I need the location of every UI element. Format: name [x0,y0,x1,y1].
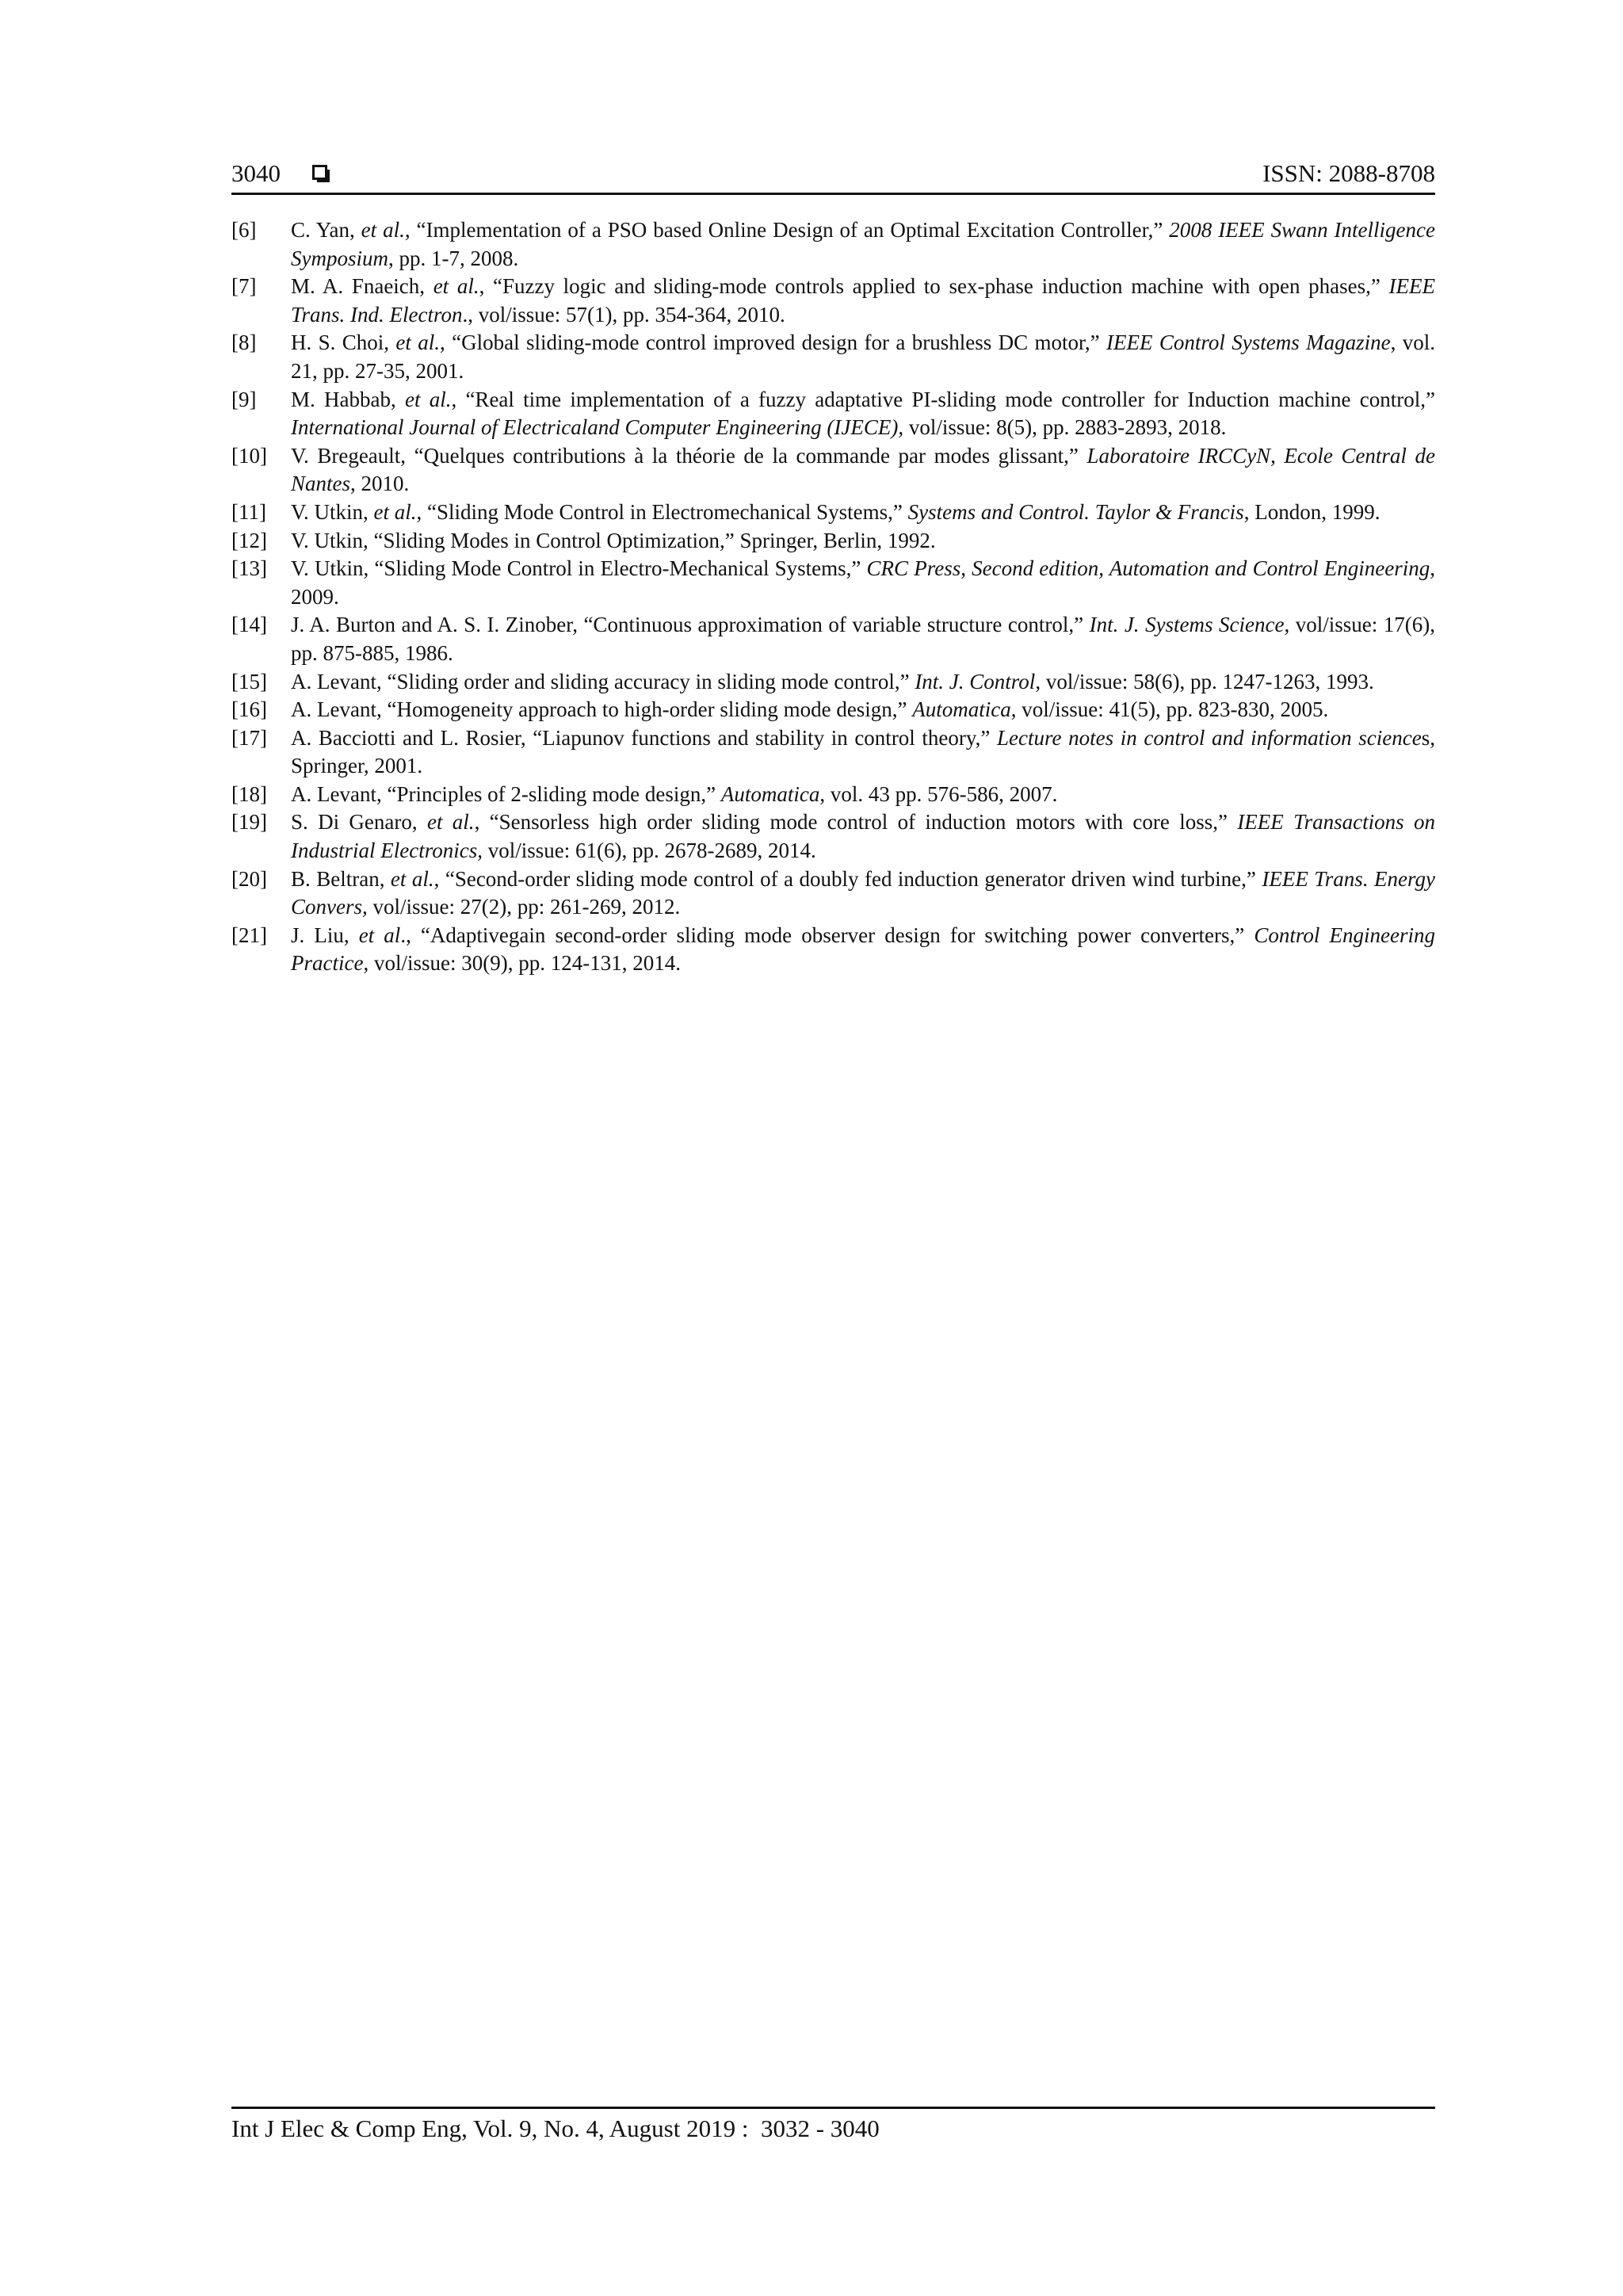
reference-italic-segment: Int. J. Systems Science [1089,613,1285,637]
reference-segment: V. Bregeault, “Quelques contributions à la théorie de la commande par modes glissant,” [291,443,1087,468]
page-number: 3040 [231,159,281,187]
reference-italic-segment: IEEE Control Systems Magazine [1106,330,1391,355]
reference-italic-segment: et al [358,923,401,947]
reference-segment: A. Levant, “Sliding order and sliding accuracy in sliding mode control,” [291,669,915,693]
reference-label: [21] [231,923,267,947]
reference-segment: , vol/issue: 17(6), pp. 875-885, 1986. [291,613,1435,665]
reference-segment: , “Sensorless high order sliding mode control of induction motors with core loss,” [474,810,1238,835]
reference-text [291,555,1435,611]
reference-segment: , pp. 1-7, 2008. [388,246,519,270]
reference-label: [12] [231,528,267,552]
reference-italic-segment: IEEE Trans. Ind. Electron [291,274,1435,327]
reference-segment: V. Utkin, [291,499,374,524]
reference-segment: , “Sliding Mode Control in Electromechanical Systems,” [416,499,908,524]
reference-segment: , vol/issue: 58(6), pp. 1247-1263, 1993. [1035,669,1374,693]
reference-item [231,527,1435,556]
reference-italic-segment: Control Engineering Practice [291,923,1435,976]
reference-italic-segment: et al. [361,218,405,242]
reference-text [291,442,1435,499]
reference-label: [17] [231,725,267,750]
reference-segment: ., vol/issue: 57(1), pp. 354-364, 2010. [462,302,785,327]
reference-segment: V. Utkin, “Sliding Mode Control in Electro-Mechanical Systems,” [291,556,867,581]
reference-item [231,865,1435,922]
reference-segment: J. A. Burton and A. S. I. Zinober, “Continuous approximation of variable structure control,” [291,613,1090,637]
reference-italic-segment: et al. [426,810,475,835]
reference-segment: , vol/issue: 41(5), pp. 823-830, 2005. [1010,697,1329,722]
reference-item [231,724,1435,781]
reference-label: [11] [231,499,266,524]
reference-text [291,499,1435,527]
reference-segment: ., “Adaptivegain second-order sliding mode observer design for switching power converters,” [400,923,1254,947]
square-bullet-icon [312,165,330,183]
reference-label: [6] [231,218,257,242]
reference-label: [14] [231,613,267,637]
reference-segment: , vol/issue: 30(9), pp. 124-131, 2014. [363,951,681,976]
reference-segment: V. Utkin, “Sliding Modes in Control Optimization,” Springer, Berlin, 1992. [291,528,936,552]
reference-segment: A. Levant, “Homogeneity approach to high-order sliding mode design,” [291,697,913,722]
reference-text [291,329,1435,385]
reference-italic-segment: Laboratoire IRCCyN, Ecole Central de Nantes [291,443,1435,496]
reference-segment: , “Fuzzy logic and sliding-mode controls applied to sex-phase induction machine with open phases,” [479,274,1389,299]
reference-text [291,724,1435,781]
reference-segment: s, Springer, 2001. [291,725,1435,778]
reference-text [291,668,1435,697]
reference-italic-segment: et al. [433,274,479,299]
reference-text [291,527,1435,556]
reference-segment: , vol. 43 pp. 576-586, 2007. [819,781,1058,806]
reference-segment: , “Second-order sliding mode control of a doubly fed induction generator driven wind turbine,” [433,866,1262,891]
footer-rule [231,2107,1435,2109]
reference-italic-segment: Systems and Control. Taylor & Francis [907,499,1244,524]
reference-segment: vol/issue: 8(5), pp. 2883-2893, 2018. [903,415,1227,440]
reference-item [231,696,1435,724]
reference-segment: S. Di Genaro, [291,810,427,835]
reference-item [231,216,1435,273]
reference-italic-segment: 2008 IEEE Swann Intelligence Symposium [291,218,1435,270]
reference-text [291,865,1435,922]
reference-label: [9] [231,387,257,411]
reference-italic-segment: Int. J. Control [915,669,1036,693]
reference-text [291,696,1435,724]
reference-text [291,922,1435,978]
reference-italic-segment: et al. [390,866,434,891]
reference-italic-segment: IEEE Transactions on Industrial Electronics, [291,810,1435,863]
reference-segment: , “Real time implementation of a fuzzy adaptative PI-sliding mode controller for Induction machine control,” [451,387,1435,411]
reference-text [291,386,1435,442]
reference-segment: B. Beltran, [291,866,391,891]
reference-label: [16] [231,697,267,722]
reference-italic-segment: et al. [373,499,417,524]
reference-text [291,216,1435,273]
reference-label: [8] [231,330,257,355]
reference-segment: M. Habbab, [291,387,405,411]
reference-segment: , 2009. [291,556,1435,609]
reference-segment: A. Levant, “Principles of 2-sliding mode design,” [291,781,721,806]
reference-segment: J. Liu, [291,923,359,947]
reference-italic-segment: IEEE Trans. Energy Convers, [291,866,1435,919]
reference-label: [15] [231,669,267,693]
reference-segment: H. S. Choi, [291,330,396,355]
reference-item [231,668,1435,697]
reference-label: [10] [231,443,267,468]
reference-item [231,329,1435,385]
reference-segment: , London, 1999. [1243,499,1381,524]
reference-segment: , “Implementation of a PSO based Online Design of an Optimal Excitation Controller,” [404,218,1170,242]
reference-italic-segment: CRC Press, Second edition, Automation and Control Engineering [866,556,1430,581]
header-left [231,155,330,192]
reference-item [231,781,1435,809]
reference-label: [19] [231,810,267,835]
reference-label: [7] [231,274,257,299]
reference-italic-segment: Lecture notes in control and information science [997,725,1422,750]
reference-segment: vol/issue: 61(6), pp. 2678-2689, 2014. [482,839,816,863]
reference-segment: M. A. Fnaeich, [291,274,433,299]
reference-italic-segment: Automatica [912,697,1011,722]
reference-segment: , vol. 21, pp. 27-35, 2001. [291,330,1435,383]
issn-label: ISSN: 2088-8708 [1262,159,1435,187]
reference-item [231,499,1435,527]
reference-italic-segment: International Journal of Electricaland Computer Engineering (IJECE), [291,415,904,440]
reference-text [291,781,1435,809]
reference-text [291,808,1435,865]
reference-segment: A. Bacciotti and L. Rosier, “Liapunov functions and stability in control theory,” [291,725,998,750]
reference-label: [18] [231,781,267,806]
reference-item [231,273,1435,329]
reference-item [231,808,1435,865]
reference-item [231,611,1435,667]
reference-item [231,442,1435,499]
reference-label: [20] [231,866,267,891]
reference-segment: C. Yan, [291,218,361,242]
reference-italic-segment: et al. [395,330,441,355]
reference-segment: vol/issue: 27(2), pp: 261-269, 2012. [367,895,681,919]
header-rule [231,193,1435,195]
reference-text [291,273,1435,329]
journal-citation-footer: Int J Elec & Comp Eng, Vol. 9, No. 4, August 2019 : 3032 - 3040 [231,2115,880,2142]
reference-italic-segment: et al. [404,387,452,411]
page-header [231,155,1435,192]
reference-italic-segment: Automatica [720,781,820,806]
reference-item [231,386,1435,442]
reference-label: [13] [231,556,267,581]
reference-text [291,611,1435,667]
reference-item [231,555,1435,611]
reference-list [231,216,1435,978]
reference-segment: , “Global sliding-mode control improved design for a brushless DC motor,” [440,330,1107,355]
reference-item [231,922,1435,978]
reference-segment: , 2010. [350,472,410,496]
